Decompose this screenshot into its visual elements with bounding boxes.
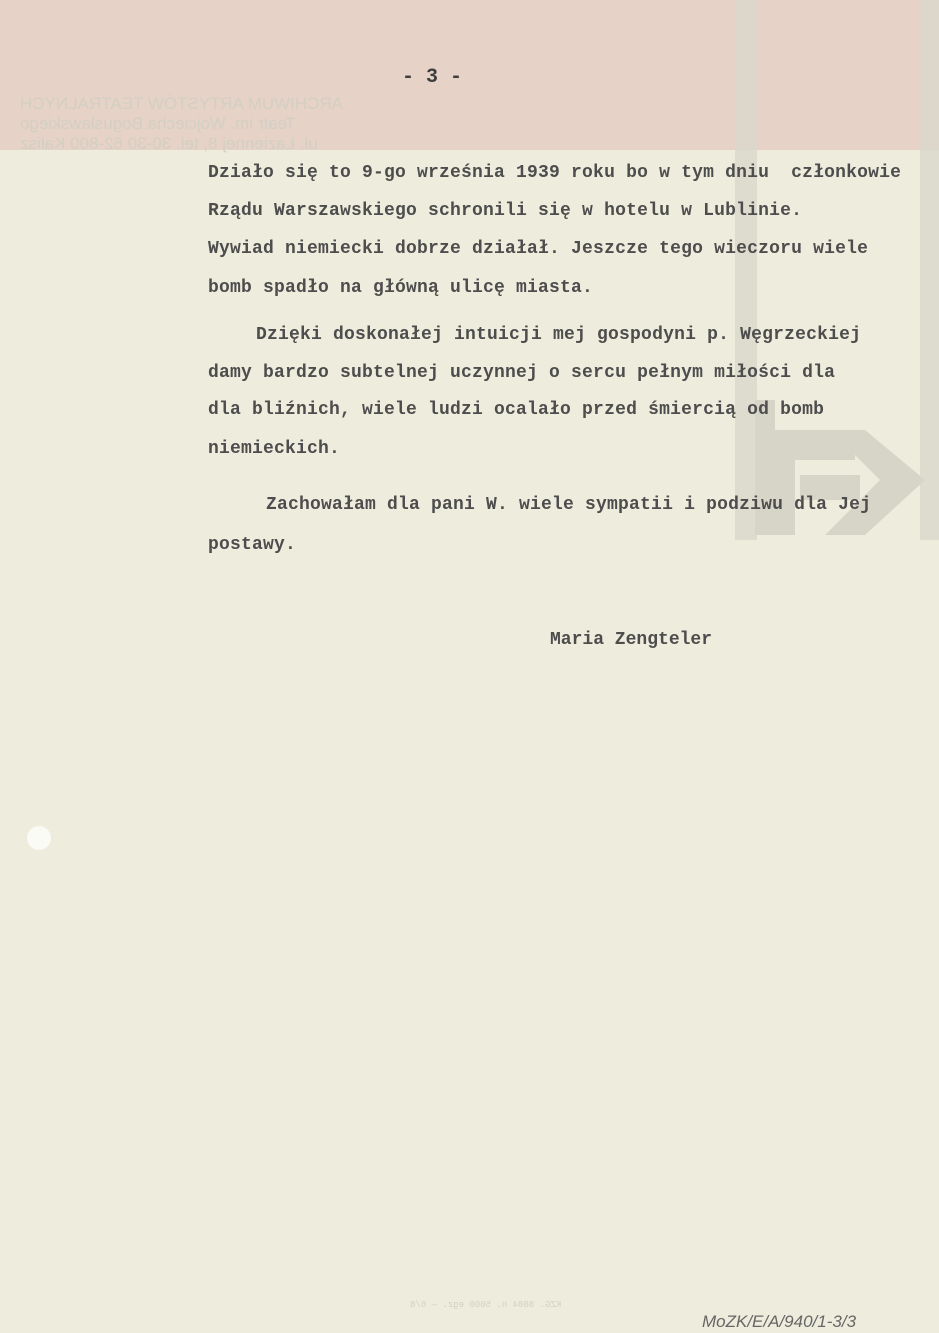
text-line: postawy. [208, 535, 297, 555]
text-line: dla bliźnich, wiele ludzi ocalało przed śmiercią od bomb [208, 400, 825, 420]
print-footer: KZG. 8884 n. 5000 egz. — 6/8 [410, 1300, 562, 1310]
text-line: damy bardzo subtelnej uczynnej o sercu pełnym miłości dla [208, 363, 836, 383]
text-line: Działo się to 9-go września 1939 roku bo w tym dniu członkowie [208, 163, 902, 183]
signature: Maria Zengteler [550, 630, 713, 650]
stamp-line: ul. Łaziennej 8, tel. 30-30 62-800 Kalisz [20, 134, 318, 153]
page-number: - 3 - [402, 66, 463, 89]
text-line: Zachowałam dla pani W. wiele sympatii i podziwu dla Jej [266, 495, 872, 515]
archive-reference: MoZK/E/A/940/1-3/3 [702, 1312, 857, 1331]
text-line: Dzięki doskonałej intuicji mej gospodyni p. Węgrzeckiej [256, 325, 862, 345]
watermark-strip [735, 0, 757, 540]
text-line: Rządu Warszawskiego schronili się w hotelu w Lublinie. [208, 201, 803, 221]
mirrored-stamp [20, 94, 343, 154]
stamp-line: ARCHIWUM ARTYSTÓW TEATRALNYCH [20, 94, 344, 113]
text-line: bomb spadło na główną ulicę miasta. [208, 278, 594, 298]
text-line: niemieckich. [208, 439, 341, 459]
text-line: Wywiad niemiecki dobrze działał. Jeszcze tego wieczoru wiele [208, 239, 869, 259]
stamp-line: Teatr im. Wojciecha Bogusławskiego [20, 114, 296, 133]
punch-hole [27, 826, 51, 850]
